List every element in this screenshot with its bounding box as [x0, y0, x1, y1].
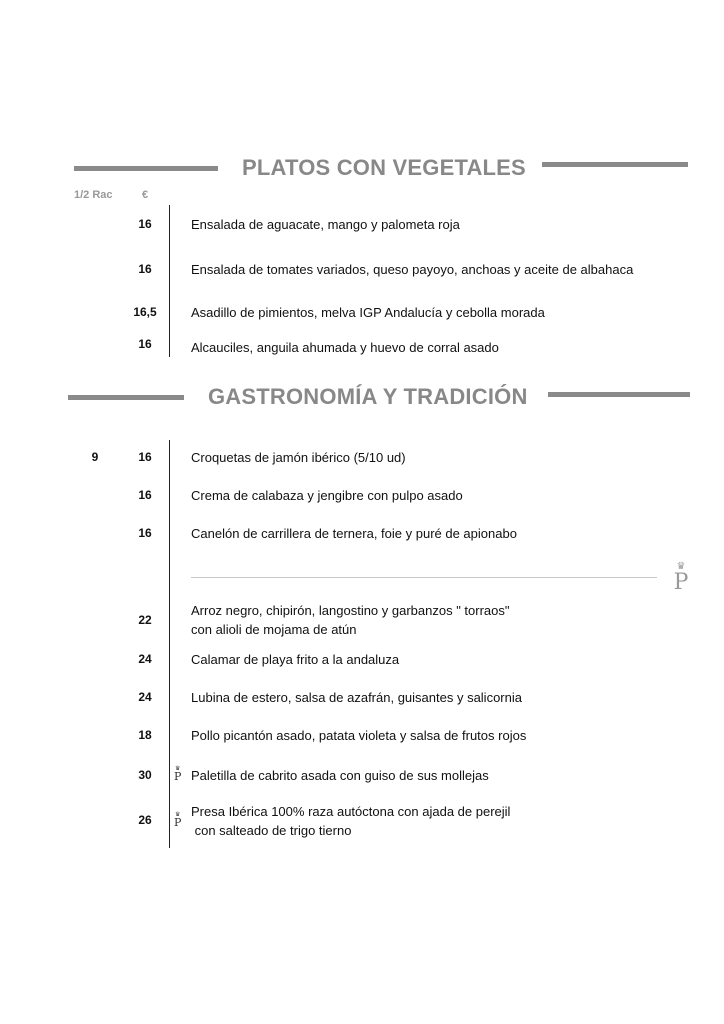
section-2-vertical-rule	[169, 440, 170, 848]
section-1-right-bar	[542, 162, 688, 167]
dish-name: Alcauciles, anguila ahumada y huevo de corral asado	[191, 340, 499, 355]
dish-name: Asadillo de pimientos, melva IGP Andalucía y cebolla morada	[191, 305, 545, 320]
price: 30	[138, 768, 152, 782]
dish-name: Ensalada de tomates variados, queso payoyo, anchoas y aceite de albahaca	[191, 262, 634, 277]
price: 22	[138, 613, 152, 627]
dish-name: Paletilla de cabrito asada con guiso de sus mollejas	[191, 768, 489, 783]
dish-name: Canelón de carrillera de ternera, foie y puré de apionabo	[191, 526, 517, 541]
half-ration-price: 9	[91, 450, 99, 464]
dish-name: Crema de calabaza y jengibre con pulpo asado	[191, 488, 463, 503]
crown-icon: ♛	[175, 811, 181, 818]
dish-name: Calamar de playa frito a la andaluza	[191, 652, 400, 667]
dish-name-line-2: con salteado de trigo tierno	[191, 823, 352, 838]
section-2-left-bar	[68, 395, 184, 400]
dish-name-line-1: Presa Ibérica 100% raza autóctona con ajada de perejil	[191, 804, 511, 819]
section-1-left-bar	[74, 166, 218, 171]
house-specialty-icon	[174, 766, 181, 782]
price: 16	[138, 217, 152, 231]
price: 16,5	[133, 305, 157, 319]
specialty-mark-letter: P	[174, 770, 182, 783]
price: 16	[138, 450, 152, 464]
dish-name: Lubina de estero, salsa de azafrán, guisantes y salicornia	[191, 690, 522, 705]
price: 24	[138, 690, 152, 704]
dish-name: Pollo picantón asado, patata violeta y salsa de frutos rojos	[191, 728, 527, 743]
dish-name: Ensalada de aguacate, mango y palometa roja	[191, 217, 460, 232]
half-ration-header: 1/2 Rac	[74, 189, 113, 201]
dish-name	[191, 802, 510, 840]
section-2-right-bar	[548, 392, 690, 397]
price: 24	[138, 652, 152, 666]
specialty-mark-letter: P	[174, 816, 182, 829]
price-header: €	[142, 189, 149, 201]
house-specialty-icon	[174, 812, 181, 828]
price: 16	[138, 337, 152, 351]
crown-icon: ♛	[175, 765, 181, 772]
logo-letter: P	[673, 570, 689, 595]
restaurant-logo	[668, 562, 694, 594]
section-1-title: PLATOS CON VEGETALES	[242, 155, 526, 180]
price: 18	[138, 728, 152, 742]
dish-name: Croquetas de jamón ibérico (5/10 ud)	[191, 450, 406, 465]
price: 16	[138, 262, 152, 276]
crown-icon: ♛	[676, 561, 686, 572]
price: 26	[138, 813, 152, 827]
section-1-vertical-rule	[169, 205, 170, 357]
section-2-title: GASTRONOMÍA Y TRADICIÓN	[208, 384, 528, 409]
price: 16	[138, 526, 152, 540]
dish-name-line-1: Arroz negro, chipirón, langostino y garbanzos " torraos"	[191, 603, 510, 618]
separator-line	[191, 577, 657, 578]
dish-name	[191, 601, 510, 639]
dish-name-line-2: con alioli de mojama de atún	[191, 622, 357, 637]
price: 16	[138, 488, 152, 502]
